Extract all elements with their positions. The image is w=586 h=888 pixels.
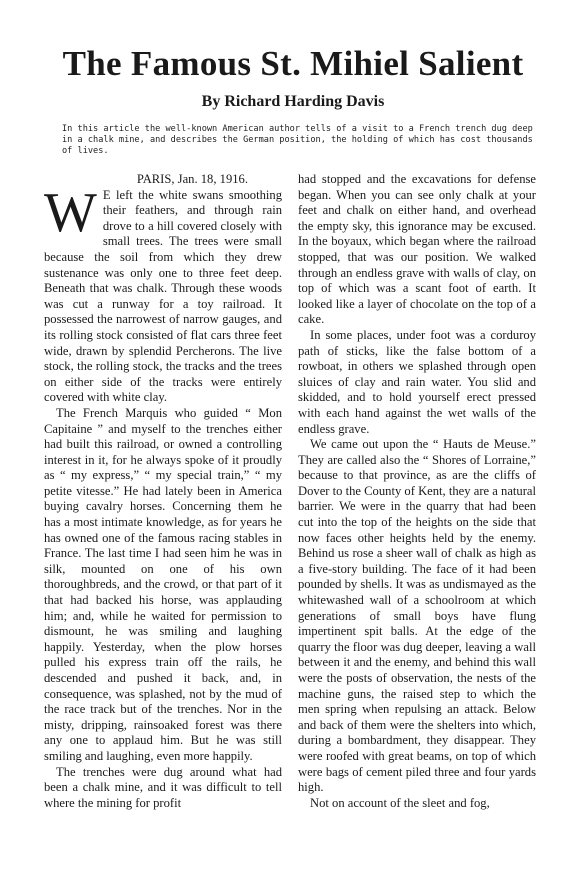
text-column-left (44, 172, 282, 811)
paragraph-1 (44, 181, 282, 406)
text-column-right (298, 172, 536, 811)
paragraph-5: We came out upon the “ Hauts de Meuse.” They are called also the “ Shores of Lorraine,” because to that province, as are the cliffs of Dover to the County of Kent, they are a natural barrier. We were in the quarry that had been cut into the top of the heights on the side that now faces other heights held by the enemy. Behind us rose a sheer wall of chalk as high as a five-story building. The face of it had been pounded by shells. It was as undismayed as the whitewashed wall of a schoolroom at which generations of small boys have flung impertinent spit balls. At the edge of the quarry the floor was dug deeper, leaving a wall between it and the enemy, and behind this wall were the posts of observation, the nests of the machine guns, the raised step to which the men spring when repulsing an attack. Below and back of them were the shelters into which, during a bombardment, they disappear. They were roofed with great beams, on top of which were bags of cement piled three and four yards high. (298, 437, 536, 795)
paragraph-6: Not on account of the sleet and fog, (310, 795, 490, 810)
paragraph-3-end: had stopped and the excavations for defense began. When you can see only chalk at your feet and chalk on either hand, and overhead the empty sky, this ignorance may be excused. In the boyaux, which began where the railroad stopped, that was our position. We walked through an endless grave with walls of clay, on top of which was a scant foot of earth. It looked like a layer of chocolate on the top of a cake. (298, 172, 536, 327)
drop-cap: W (44, 181, 97, 244)
paragraph-4: In some places, under foot was a corduroy path of sticks, like the false bottom of a rowboat, in others we splashed through open sluices of clay and rain water. You slid and skidded, and to hold yourself erect pressed with each hand against the wet walls of the endless grave. (298, 327, 536, 436)
paragraph-1-text: E left the white swans smoothing their feathers, and through rain drove to a hill covered closely with small trees. The trees were small because the soil from which they drew sustenance was only one to three feet deep. Beneath that was chalk. Through these woods was cut a runway for a toy railroad. It possessed the narrowest of narrow gauges, and its rolling stock consisted of flat cars three feet wide, drawn by splendid Percherons. The live stock, the rolling stock, the tracks and the trees on either side of the tracks were entirely covered with white clay. (44, 187, 282, 405)
article-intro: In this article the well-known American author tells of a visit to a French trench dug deep in a chalk mine, and describes the German position, the holding of which has cost thousands of lives. (62, 124, 533, 156)
dateline: PARIS, Jan. 18, 1916. (136, 172, 248, 186)
article-title: The Famous St. Mihiel Salient (62, 44, 524, 83)
paragraph-2: The French Marquis who guided “ Mon Capitaine ” and myself to the trenches either had built this railroad, or owned a controlling interest in it, for he always spoke of it proudly as “ my express,” “ my special train,” “ my petite vitesse.” He had lately been in America buying cavalry horses. Concerning them he has a most intimate knowledge, as for years he has owned one of the famous racing stables in France. The last time I had seen him he was in silk, mounted on one of his own thoroughbreds, and the crowd, or that part of it that had backed his horse, was applauding him; and, while he waited for permission to dismount, he was smiling and laughing happily. Yesterday, when the plow horses pulled his express train off the rails, he descended and pushed it back, and, in consequence, was splashed, not by the mud of the race track but of the trenches. Nor in the misty, dripping, rainsoaked forest was there any one to applaud him. But he was still smiling and laughing, even more happily. (44, 405, 282, 763)
paragraph-3-start: The trenches were dug around what had been a chalk mine, and it was difficult to tell where the mining for profit (44, 764, 282, 810)
article-byline: By Richard Harding Davis (201, 93, 385, 110)
